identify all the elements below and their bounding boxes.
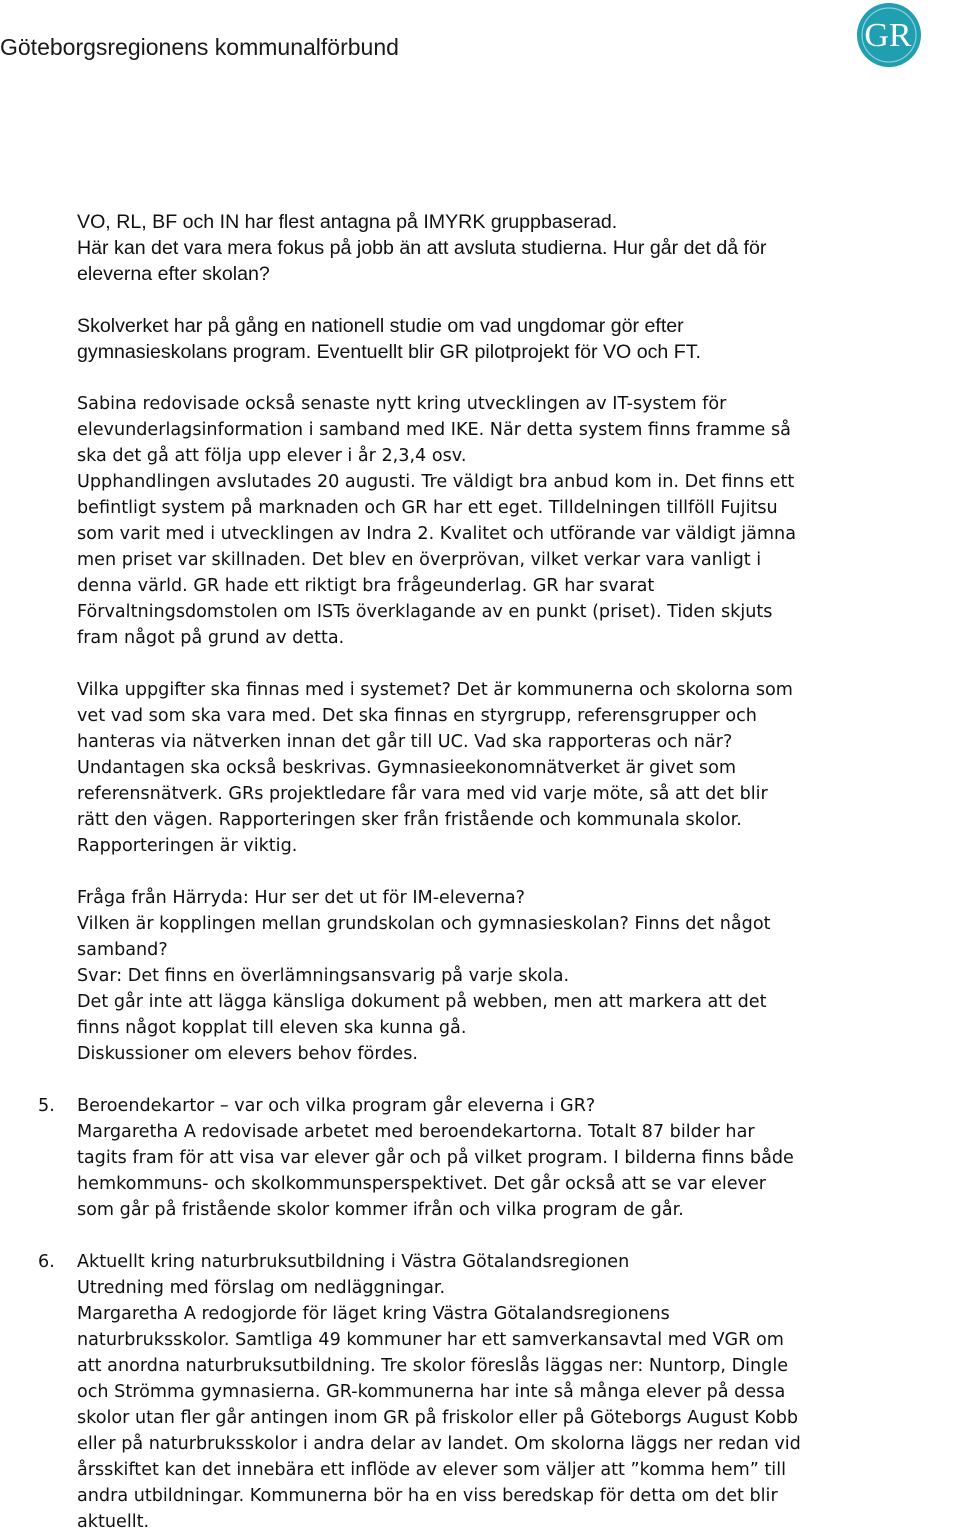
text-line: Förvaltningsdomstolen om ISTs överklagande av en punkt (priset). Tiden skjuts [77,602,773,622]
text-line: Vilken är kopplingen mellan grundskolan och gymnasieskolan? Finns det något [77,914,771,934]
text-line: skolor utan fler går antingen inom GR på friskolor eller på Göteborgs August Kobb [77,1408,799,1428]
text-line: denna värld. GR hade ett riktigt bra frågeunderlag. GR har svarat [77,576,655,596]
logo-text: GR [864,17,912,54]
text-line: Här kan det vara mera fokus på jobb än att avsluta studierna. Hur går det då för [77,237,767,259]
text-line: samband? [77,940,168,960]
text-line: vet vad som ska vara med. Det ska finnas en styrgrupp, referensgrupper och [77,706,757,726]
text-line: Svar: Det finns en överlämningsansvarig på varje skola. [77,966,570,986]
system-tasks-paragraph [77,677,959,859]
paragraph-gap [77,287,957,313]
text-line: men priset var skillnaden. Det blev en överprövan, vilket verkar vara vanligt i [77,550,762,570]
agenda-number-6: 6. [38,1252,55,1272]
text-line: VO, RL, BF och IN har flest antagna på IMYRK gruppbaserad. [77,211,618,233]
agenda-item-heading: Beroendekartor – var och vilka program går eleverna i GR? [77,1096,596,1116]
paragraph-gap [77,1223,959,1249]
text-line: tagits fram för att visa var elever går och på vilket program. I bilderna finns både [77,1148,794,1168]
text-line: Rapporteringen är viktig. [77,836,298,856]
text-line: och Strömma gymnasierna. GR-kommunerna har inte så många elever på dessa [77,1382,786,1402]
text-line: Undantagen ska också beskrivas. Gymnasieekonomnätverket är givet som [77,758,736,778]
text-line: Margaretha A redovisade arbetet med beroendekartorna. Totalt 87 bilder har [77,1122,755,1142]
text-line: eller på naturbruksskolor i andra delar av landet. Om skolorna läggs ner redan vid [77,1434,801,1454]
paragraph-gap [77,651,959,677]
text-line: Utredning med förslag om nedläggningar. [77,1278,446,1298]
text-line: andra utbildningar. Kommunerna bör ha en viss beredskap för detta om det blir [77,1486,778,1506]
text-line: aktuellt. [77,1512,150,1532]
agenda-item-heading: Aktuellt kring naturbruksutbildning i Västra Götalandsregionen [77,1252,630,1272]
text-line: Upphandlingen avslutades 20 augusti. Tre väldigt bra anbud kom in. Det finns ett [77,472,795,492]
text-line: Vilka uppgifter ska finnas med i systemet? Det är kommunerna och skolorna som [77,680,793,700]
gr-logo [856,2,922,68]
text-line: naturbruksskolor. Samtliga 49 kommuner har ett samverkansavtal med VGR om [77,1330,784,1350]
text-line: årsskiftet kan det innebära ett inflöde av elever som väljer att ”komma hem” till [77,1460,786,1480]
text-line: fram något på grund av detta. [77,628,345,648]
text-line: referensnätverk. GRs projektledare får vara med vid varje möte, så att det blir [77,784,768,804]
text-line: befintligt system på marknaden och GR har ett eget. Tilldelningen tillföll Fujitsu [77,498,778,518]
harryda-question-paragraph [77,885,959,1067]
text-line: gymnasieskolans program. Eventuellt blir GR pilotprojekt för VO och FT. [77,341,701,363]
text-line: rätt den vägen. Rapporteringen sker från fristående och kommunala skolor. [77,810,742,830]
text-line: Diskussioner om elevers behov fördes. [77,1044,418,1064]
text-line: ska det gå att följa upp elever i år 2,3,4 osv. [77,446,467,466]
text-line: som går på fristående skolor kommer ifrån och vilka program de går. [77,1200,684,1220]
it-system-paragraph [77,391,959,651]
text-line: eleverna efter skolan? [77,263,270,285]
text-line: Skolverket har på gång en nationell studie om vad ungdomar gör efter [77,315,684,337]
paragraph-gap [77,1067,959,1093]
text-line: Det går inte att lägga känsliga dokument på webben, men att markera att det [77,992,767,1012]
text-line: hanteras via nätverken innan det går till UC. Vad ska rapporteras och när? [77,732,733,752]
text-line: som varit med i utvecklingen av Indra 2. Kvalitet och utförande var väldigt jämna [77,524,796,544]
minutes-body [77,391,959,1535]
text-line: Margaretha A redogjorde för läget kring Västra Götalandsregionens [77,1304,670,1324]
agenda-item-5 [77,1093,959,1223]
text-line: Sabina redovisade också senaste nytt kring utvecklingen av IT-system för [77,394,727,414]
text-line: Fråga från Härryda: Hur ser det ut för IM-eleverna? [77,888,526,908]
agenda-item-6 [77,1249,959,1535]
imyrk-section [77,209,957,365]
paragraph-gap [77,859,959,885]
text-line: att anordna naturbruksutbildning. Tre skolor föreslås läggas ner: Nuntorp, Dingle [77,1356,789,1376]
text-line: hemkommuns- och skolkommunsperspektivet. Det går också att se var elever [77,1174,767,1194]
organization-name: Göteborgsregionens kommunalförbund [0,34,399,60]
text-line: elevunderlagsinformation i samband med IKE. När detta system finns framme så [77,420,791,440]
text-line: finns något kopplat till eleven ska kunna gå. [77,1018,467,1038]
agenda-number-5: 5. [38,1096,55,1116]
